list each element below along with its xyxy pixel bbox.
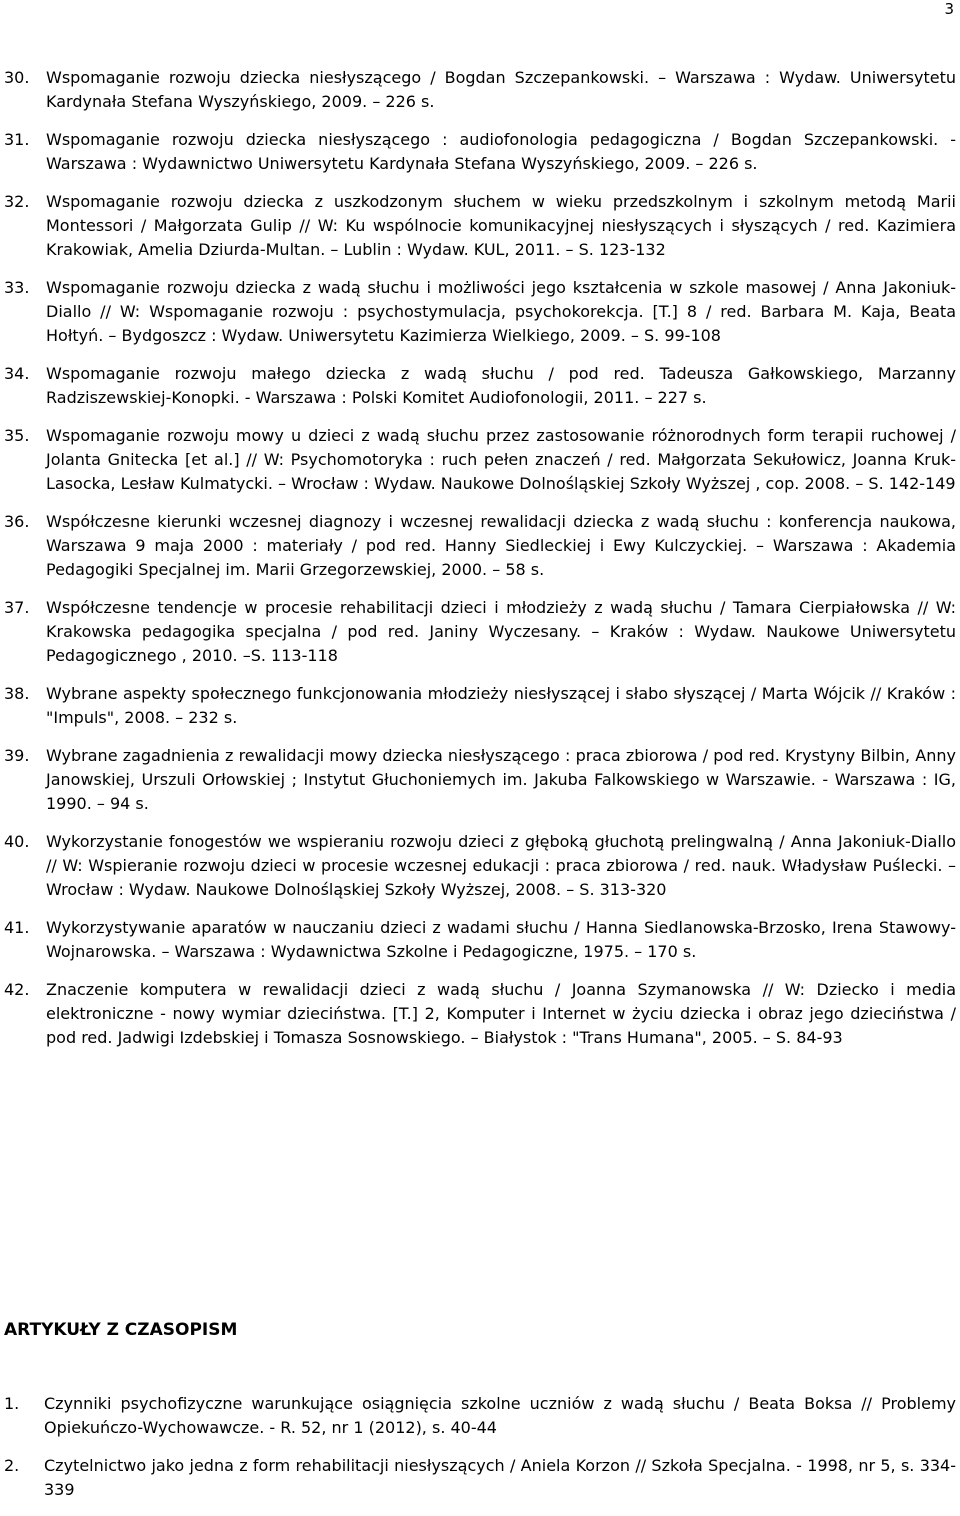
entry-number: 34. [4, 364, 30, 383]
bibliography-entry [4, 744, 956, 816]
entry-text: Wspomaganie rozwoju dziecka z wadą słuchu i możliwości jego kształcenia w szkole masowej / Anna Jakoniuk-Diallo // W: Wspomaganie rozwoju : psychostymulacja, psychokorekcja. [T.] 8 / red. Barbara M. Kaja, Beata Hołtyń. – Bydgoszcz : Wydaw. Uniwersytetu Kazimierza Wielkiego, 2009. – S. 99-108 [46, 278, 956, 345]
entry-number: 35. [4, 426, 30, 445]
entry-text: Wybrane zagadnienia z rewalidacji mowy dziecka niesłyszącego : praca zbiorowa / pod red. Krystyny Bilbin, Anny Janowskiej, Urszuli Orłowskiej ; Instytut Głuchoniemych im. Jakuba Falkowskiego w Warszawie. - Warszawa : IG, 1990. – 94 s. [46, 746, 956, 813]
entry-text: Wspomaganie rozwoju małego dziecka z wadą słuchu / pod red. Tadeusza Gałkowskiego, Marzanny Radziszewskiej-Konopki. - Warszawa : Polski Komitet Audiofonologii, 2011. – 227 s. [46, 364, 956, 407]
bibliography-entry [4, 66, 956, 114]
bibliography-entry [4, 424, 956, 496]
entry-text: Wspomaganie rozwoju dziecka niesłyszącego / Bogdan Szczepankowski. – Warszawa : Wydaw. Uniwersytetu Kardynała Stefana Wyszyńskiego, 2009. – 226 s. [46, 68, 956, 111]
bibliography-entry [4, 128, 956, 176]
bibliography-entry [4, 1454, 956, 1502]
entry-number: 37. [4, 598, 30, 617]
entry-number: 42. [4, 980, 30, 999]
article-bibliography-list [4, 1392, 956, 1516]
entry-text: Wykorzystywanie aparatów w nauczaniu dzieci z wadami słuchu / Hanna Siedlanowska-Brzosko, Irena Stawowy-Wojnarowska. – Warszawa : Wydawnictwa Szkolne i Pedagogiczne, 1975. – 170 s. [46, 918, 956, 961]
entry-number: 38. [4, 684, 30, 703]
entry-text: Znaczenie komputera w rewalidacji dzieci z wadą słuchu / Joanna Szymanowska // W: Dziecko i media elektroniczne - nowy wymiar dzieciństwa. [T.] 2, Komputer i Internet w życiu dziecka i obraz jego dzieciństwa / pod red. Jadwigi Izdebskiej i Tomasza Sosnowskiego. – Białystok : "Trans Humana", 2005. – S. 84-93 [46, 980, 956, 1047]
entry-number: 36. [4, 512, 30, 531]
entry-text: Wybrane aspekty społecznego funkcjonowania młodzieży niesłyszącej i słabo słyszącej / Marta Wójcik // Kraków : "Impuls", 2008. – 232 s. [46, 684, 956, 727]
entry-text: Czynniki psychofizyczne warunkujące osiągnięcia szkolne uczniów z wadą słuchu / Beata Boksa // Problemy Opiekuńczo-Wychowawcze. - R. 52, nr 1 (2012), s. 40-44 [44, 1394, 956, 1437]
bibliography-entry [4, 1392, 956, 1440]
section-heading: ARTYKUŁY Z CZASOPISM [4, 1320, 238, 1340]
entry-text: Współczesne tendencje w procesie rehabilitacji dzieci i młodzieży z wadą słuchu / Tamara Cierpiałowska // W: Krakowska pedagogika specjalna / pod red. Janiny Wyczesany. – Kraków : Wydaw. Naukowe Uniwersytetu Pedagogicznego , 2010. –S. 113-118 [46, 598, 956, 665]
bibliography-entry [4, 916, 956, 964]
page-number: 3 [944, 0, 954, 18]
bibliography-entry [4, 596, 956, 668]
entry-number: 39. [4, 746, 30, 765]
entry-text: Współczesne kierunki wczesnej diagnozy i wczesnej rewalidacji dziecka z wadą słuchu : konferencja naukowa, Warszawa 9 maja 2000 : materiały / pod red. Hanny Siedleckiej i Ewy Kulczyckiej. – Warszawa : Akademia Pedagogiki Specjalnej im. Marii Grzegorzewskiej, 2000. – 58 s. [46, 512, 956, 579]
entry-text: Wspomaganie rozwoju dziecka niesłyszącego : audiofonologia pedagogiczna / Bogdan Szczepankowski. - Warszawa : Wydawnictwo Uniwersytetu Kardynała Stefana Wyszyńskiego, 2009. – 226 s. [46, 130, 956, 173]
entry-text: Wykorzystanie fonogestów we wspieraniu rozwoju dzieci z głęboką głuchotą prelingwalną / Anna Jakoniuk-Diallo // W: Wspieranie rozwoju dzieci w procesie wczesnej edukacji : praca zbiorowa / red. nauk. Władysław Puślecki. – Wrocław : Wydaw. Naukowe Dolnośląskiej Szkoły Wyższej, 2008. – S. 313-320 [46, 832, 956, 899]
bibliography-entry [4, 276, 956, 348]
entry-number: 40. [4, 832, 30, 851]
bibliography-entry [4, 190, 956, 262]
bibliography-entry [4, 682, 956, 730]
bibliography-entry [4, 510, 956, 582]
entry-text: Wspomaganie rozwoju dziecka z uszkodzonym słuchem w wieku przedszkolnym i szkolnym metodą Marii Montessori / Małgorzata Gulip // W: Ku wspólnocie komunikacyjnej niesłyszących i słyszących / red. Kazimiera Krakowiak, Amelia Dziurda-Multan. – Lublin : Wydaw. KUL, 2011. – S. 123-132 [46, 192, 956, 259]
entry-number: 32. [4, 192, 30, 211]
bibliography-entry [4, 830, 956, 902]
bibliography-entry [4, 362, 956, 410]
entry-text: Czytelnictwo jako jedna z form rehabilitacji niesłyszących / Aniela Korzon // Szkoła Specjalna. - 1998, nr 5, s. 334-339 [44, 1456, 956, 1499]
book-bibliography-list [4, 66, 956, 1064]
entry-number: 33. [4, 278, 30, 297]
entry-text: Wspomaganie rozwoju mowy u dzieci z wadą słuchu przez zastosowanie różnorodnych form terapii ruchowej / Jolanta Gnitecka [et al.] // W: Psychomotoryka : ruch pełen znaczeń / red. Małgorzata Sekułowicz, Joanna Kruk-Lasocka, Lesław Kulmatycki. – Wrocław : Wydaw. Naukowe Dolnośląskiej Szkoły Wyższej , cop. 2008. – S. 142-149 [46, 426, 956, 493]
bibliography-entry [4, 978, 956, 1050]
entry-number: 30. [4, 68, 30, 87]
entry-number: 31. [4, 130, 30, 149]
entry-number: 41. [4, 918, 30, 937]
entry-number: 1. [4, 1394, 20, 1413]
entry-number: 2. [4, 1456, 20, 1475]
